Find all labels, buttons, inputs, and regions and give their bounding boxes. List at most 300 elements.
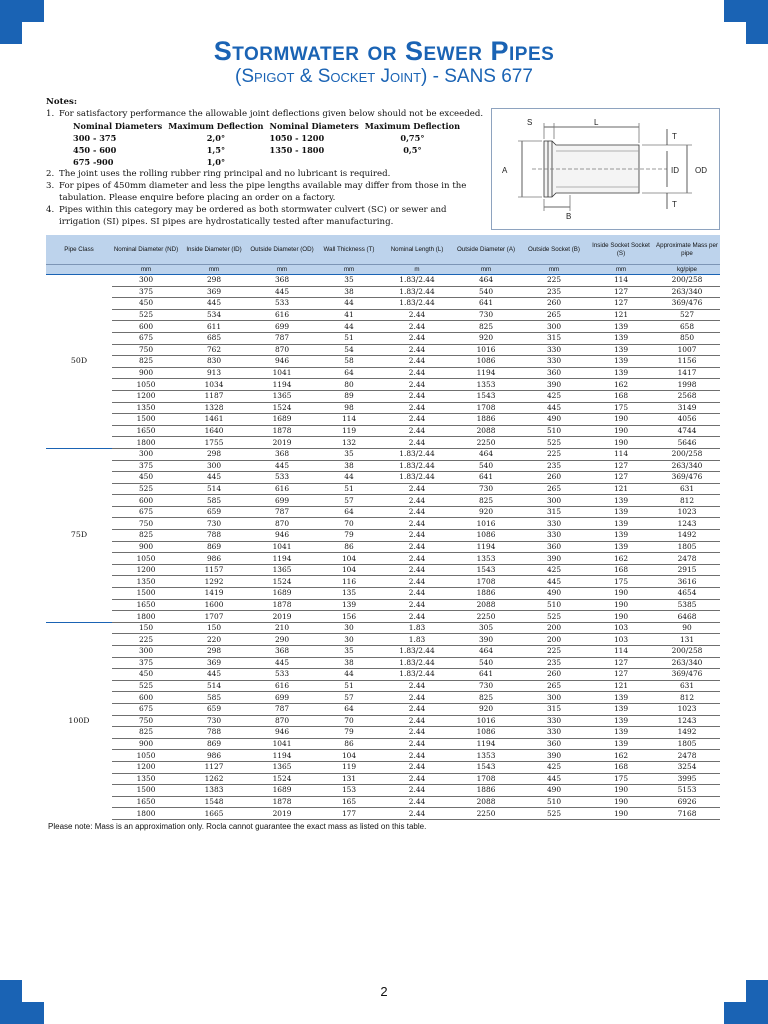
table-cell: 1041 [248, 541, 316, 553]
table-cell: 104 [316, 564, 382, 576]
table-cell: 445 [180, 669, 248, 681]
table-cell: 1016 [452, 344, 520, 356]
table-row [46, 599, 720, 611]
header-mass: Approximate Mass per pipe [654, 235, 720, 265]
table-cell: 730 [180, 715, 248, 727]
table-cell: 1524 [248, 402, 316, 414]
pipe-joint-drawing [492, 109, 719, 229]
table-cell: 540 [452, 657, 520, 669]
table-cell: 850 [654, 332, 720, 344]
table-cell: 265 [520, 309, 588, 321]
table-cell: 162 [588, 379, 654, 391]
table-cell: 190 [588, 808, 654, 820]
table-cell: 510 [520, 599, 588, 611]
table-cell: 2.44 [382, 425, 452, 437]
table-row [46, 414, 720, 426]
deflection-table [73, 120, 466, 168]
unit-cell: mm [112, 265, 180, 275]
table-cell: 1878 [248, 599, 316, 611]
table-cell: 119 [316, 761, 382, 773]
table-cell: 153 [316, 785, 382, 797]
pipe-class-cell: 50D [46, 275, 112, 449]
table-cell: 1417 [654, 367, 720, 379]
table-cell: 116 [316, 576, 382, 588]
note-text: The joint uses the rolling rubber ring principal and no lubricant is required. [59, 169, 391, 179]
deflection-cell: 300 - 375 [73, 133, 117, 143]
table-cell: 168 [588, 761, 654, 773]
table-cell: 1050 [112, 553, 180, 565]
table-cell: 788 [180, 727, 248, 739]
table-cell: 150 [112, 622, 180, 634]
table-row [46, 750, 720, 762]
table-cell: 585 [180, 495, 248, 507]
notes-list [46, 108, 486, 228]
table-cell: 527 [654, 309, 720, 321]
table-cell: 1194 [248, 553, 316, 565]
deflection-cell [365, 156, 466, 168]
table-units-row [46, 265, 720, 275]
table-row [46, 541, 720, 553]
table-cell: 177 [316, 808, 382, 820]
table-cell: 2478 [654, 750, 720, 762]
table-cell: 540 [452, 286, 520, 298]
table-cell: 2.44 [382, 553, 452, 565]
table-cell: 30 [316, 622, 382, 634]
table-cell: 2.44 [382, 414, 452, 426]
table-cell: 168 [588, 564, 654, 576]
table-cell: 315 [520, 703, 588, 715]
table-cell: 1689 [248, 785, 316, 797]
table-cell: 2.44 [382, 367, 452, 379]
table-cell: 210 [248, 622, 316, 634]
deflection-cell: 1,5° [206, 145, 226, 155]
table-cell: 139 [588, 367, 654, 379]
table-row [46, 460, 720, 472]
table-cell: 139 [588, 495, 654, 507]
table-cell: 450 [112, 298, 180, 310]
table-cell: 2.44 [382, 402, 452, 414]
table-cell: 3149 [654, 402, 720, 414]
note-number: 2. [46, 169, 55, 179]
table-row [46, 692, 720, 704]
table-row [46, 761, 720, 773]
table-cell: 425 [520, 564, 588, 576]
note-number: 3. [46, 181, 55, 191]
table-cell: 360 [520, 541, 588, 553]
table-row [46, 390, 720, 402]
table-cell: 675 [112, 506, 180, 518]
table-cell: 86 [316, 541, 382, 553]
deflection-header: Nominal Diameters [73, 121, 163, 131]
label-t-bottom: T [672, 200, 677, 209]
table-cell: 1650 [112, 599, 180, 611]
table-cell: 1800 [112, 437, 180, 449]
table-cell: 1419 [180, 588, 248, 600]
table-cell: 2019 [248, 808, 316, 820]
table-cell: 2.44 [382, 808, 452, 820]
table-cell: 1805 [654, 738, 720, 750]
table-cell: 2.44 [382, 483, 452, 495]
table-row [46, 286, 720, 298]
table-cell: 1016 [452, 715, 520, 727]
table-cell: 369/476 [654, 472, 720, 484]
note-text: For satisfactory performance the allowable joint deflections given below should not be exceeded. [59, 109, 484, 119]
table-cell: 6926 [654, 796, 720, 808]
table-row [46, 483, 720, 495]
table-cell: 139 [588, 738, 654, 750]
table-row [46, 495, 720, 507]
table-cell: 1328 [180, 402, 248, 414]
table-cell: 1200 [112, 564, 180, 576]
table-cell: 675 [112, 703, 180, 715]
table-cell: 290 [248, 634, 316, 646]
footnote: Please note: Mass is an approximation only. Rocla cannot guarantee the exact mass as listed on this table. [48, 822, 427, 831]
table-cell: 641 [452, 669, 520, 681]
table-cell: 70 [316, 518, 382, 530]
table-cell: 51 [316, 332, 382, 344]
table-cell: 825 [112, 530, 180, 542]
table-cell: 2.44 [382, 309, 452, 321]
table-cell: 80 [316, 379, 382, 391]
table-cell: 1086 [452, 727, 520, 739]
note-text: Pipes within this category may be ordered as both stormwater culvert (SC) or sewer and irrigation (SI) pipes. SI pipes are hydrostatically tested after manufacturing. [59, 205, 447, 227]
table-cell: 750 [112, 518, 180, 530]
table-cell: 139 [588, 344, 654, 356]
table-cell: 127 [588, 460, 654, 472]
table-cell: 2.44 [382, 495, 452, 507]
unit-cell: mm [452, 265, 520, 275]
table-cell: 445 [520, 402, 588, 414]
table-cell: 1041 [248, 738, 316, 750]
label-od: OD [695, 166, 707, 175]
table-cell: 1243 [654, 518, 720, 530]
table-cell: 127 [588, 657, 654, 669]
table-cell: 425 [520, 761, 588, 773]
table-cell: 35 [316, 646, 382, 658]
table-cell: 360 [520, 367, 588, 379]
table-cell: 2250 [452, 808, 520, 820]
table-cell: 200/258 [654, 275, 720, 287]
table-cell: 869 [180, 541, 248, 553]
table-cell: 1.83/2.44 [382, 275, 452, 287]
table-cell: 44 [316, 298, 382, 310]
table-cell: 2.44 [382, 518, 452, 530]
table-cell: 1157 [180, 564, 248, 576]
table-cell: 540 [452, 460, 520, 472]
table-cell: 1187 [180, 390, 248, 402]
table-cell: 514 [180, 680, 248, 692]
header-nominal-length: Nominal Length (L) [382, 235, 452, 265]
deflection-header: Maximum Deflection [364, 121, 461, 131]
table-cell: 1600 [180, 599, 248, 611]
table-cell: 1492 [654, 727, 720, 739]
table-cell: 2088 [452, 425, 520, 437]
table-row [46, 564, 720, 576]
table-cell: 265 [520, 483, 588, 495]
table-cell: 200 [520, 634, 588, 646]
table-cell: 1350 [112, 402, 180, 414]
table-cell: 1461 [180, 414, 248, 426]
table-cell: 1353 [452, 750, 520, 762]
table-cell: 2.44 [382, 715, 452, 727]
table-cell: 79 [316, 530, 382, 542]
table-cell: 2250 [452, 437, 520, 449]
table-cell: 600 [112, 495, 180, 507]
table-cell: 1998 [654, 379, 720, 391]
table-cell: 1292 [180, 576, 248, 588]
table-cell: 175 [588, 576, 654, 588]
table-cell: 1708 [452, 576, 520, 588]
table-cell: 121 [588, 483, 654, 495]
table-cell: 675 [112, 332, 180, 344]
table-cell: 298 [180, 646, 248, 658]
table-cell: 1262 [180, 773, 248, 785]
table-cell: 2.44 [382, 530, 452, 542]
table-cell: 1050 [112, 379, 180, 391]
deflection-cell: 1050 - 1200 [269, 133, 325, 143]
unit-cell: mm [588, 265, 654, 275]
table-cell: 445 [180, 472, 248, 484]
header-nominal-diameter: Nominal Diameter (ND) [112, 235, 180, 265]
table-cell: 263/340 [654, 286, 720, 298]
table-cell: 35 [316, 448, 382, 460]
table-cell: 490 [520, 414, 588, 426]
table-cell: 445 [520, 576, 588, 588]
table-cell: 3616 [654, 576, 720, 588]
deflection-header: Nominal Diameters [269, 121, 359, 131]
table-cell: 1543 [452, 761, 520, 773]
table-cell: 225 [520, 448, 588, 460]
table-cell: 1.83/2.44 [382, 286, 452, 298]
table-cell: 825 [112, 727, 180, 739]
table-cell: 369 [180, 286, 248, 298]
table-row [46, 703, 720, 715]
table-cell: 2.44 [382, 785, 452, 797]
table-cell: 812 [654, 495, 720, 507]
table-cell: 1194 [452, 367, 520, 379]
table-cell: 464 [452, 646, 520, 658]
table-cell: 1805 [654, 541, 720, 553]
table-cell: 616 [248, 309, 316, 321]
table-cell: 464 [452, 275, 520, 287]
table-cell: 54 [316, 344, 382, 356]
table-row [46, 588, 720, 600]
table-cell: 1365 [248, 390, 316, 402]
page-number: 2 [380, 984, 388, 999]
table-cell: 2.44 [382, 727, 452, 739]
table-cell: 4654 [654, 588, 720, 600]
table-cell: 190 [588, 796, 654, 808]
table-cell: 946 [248, 727, 316, 739]
table-cell: 1755 [180, 437, 248, 449]
table-cell: 4744 [654, 425, 720, 437]
table-row [46, 332, 720, 344]
table-cell: 762 [180, 344, 248, 356]
table-cell: 1707 [180, 611, 248, 623]
label-a: A [502, 166, 508, 175]
table-cell: 1500 [112, 414, 180, 426]
table-cell: 1500 [112, 785, 180, 797]
table-cell: 139 [588, 506, 654, 518]
deflection-cell: 450 - 600 [73, 145, 117, 155]
table-cell: 390 [452, 634, 520, 646]
table-cell: 127 [588, 669, 654, 681]
note-item [46, 168, 486, 180]
table-cell: 315 [520, 506, 588, 518]
table-cell: 986 [180, 553, 248, 565]
table-cell: 1886 [452, 785, 520, 797]
header-outside-diameter-a: Outside Diameter (A) [452, 235, 520, 265]
table-cell: 1.83/2.44 [382, 298, 452, 310]
table-cell: 139 [588, 356, 654, 368]
table-cell: 2.44 [382, 599, 452, 611]
table-row [46, 356, 720, 368]
table-cell: 5385 [654, 599, 720, 611]
table-row [46, 518, 720, 530]
table-cell: 1548 [180, 796, 248, 808]
table-cell: 525 [520, 808, 588, 820]
table-header-row [46, 235, 720, 265]
table-cell: 525 [520, 611, 588, 623]
table-cell: 1543 [452, 390, 520, 402]
table-row [46, 808, 720, 820]
table-cell: 98 [316, 402, 382, 414]
label-id: ID [671, 166, 679, 175]
table-cell: 1016 [452, 518, 520, 530]
table-cell: 1650 [112, 425, 180, 437]
table-cell: 900 [112, 367, 180, 379]
table-cell: 585 [180, 692, 248, 704]
table-cell: 1194 [452, 738, 520, 750]
unit-cell: m [382, 265, 452, 275]
table-cell: 51 [316, 483, 382, 495]
table-cell: 1.83/2.44 [382, 472, 452, 484]
pipe-class-cell: 100D [46, 622, 112, 819]
pipe-table-wrapper [46, 235, 720, 820]
table-cell: 2019 [248, 611, 316, 623]
table-cell: 103 [588, 622, 654, 634]
table-cell: 1665 [180, 808, 248, 820]
table-cell: 190 [588, 425, 654, 437]
table-cell: 1023 [654, 506, 720, 518]
table-cell: 900 [112, 738, 180, 750]
table-cell: 57 [316, 692, 382, 704]
header-inside-socket: Inside Socket Socket (S) [588, 235, 654, 265]
table-cell: 64 [316, 703, 382, 715]
table-cell: 616 [248, 483, 316, 495]
table-cell: 611 [180, 321, 248, 333]
label-s: S [527, 118, 533, 127]
table-cell: 1640 [180, 425, 248, 437]
table-cell: 375 [112, 460, 180, 472]
table-cell: 300 [520, 692, 588, 704]
table-cell: 2088 [452, 796, 520, 808]
table-cell: 139 [588, 321, 654, 333]
table-cell: 300 [112, 275, 180, 287]
table-cell: 600 [112, 321, 180, 333]
table-row [46, 437, 720, 449]
table-cell: 139 [588, 518, 654, 530]
table-cell: 369/476 [654, 669, 720, 681]
table-cell: 132 [316, 437, 382, 449]
table-row [46, 379, 720, 391]
table-cell: 510 [520, 796, 588, 808]
table-row [46, 785, 720, 797]
table-cell: 1650 [112, 796, 180, 808]
table-cell: 1.83 [382, 622, 452, 634]
table-cell: 787 [248, 332, 316, 344]
table-cell: 920 [452, 332, 520, 344]
table-cell: 114 [588, 275, 654, 287]
table-cell: 659 [180, 506, 248, 518]
table-cell: 787 [248, 703, 316, 715]
deflection-cell: 675 -900 [73, 157, 114, 167]
table-cell: 2.44 [382, 344, 452, 356]
table-cell: 730 [452, 309, 520, 321]
table-cell: 1543 [452, 564, 520, 576]
table-cell: 58 [316, 356, 382, 368]
table-cell: 300 [112, 646, 180, 658]
table-cell: 1800 [112, 808, 180, 820]
table-row [46, 622, 720, 634]
table-cell: 920 [452, 506, 520, 518]
table-cell: 165 [316, 796, 382, 808]
table-cell: 300 [520, 321, 588, 333]
table-cell: 131 [316, 773, 382, 785]
table-cell: 533 [248, 669, 316, 681]
table-row [46, 506, 720, 518]
table-cell: 913 [180, 367, 248, 379]
unit-cell [46, 265, 112, 275]
table-cell: 86 [316, 738, 382, 750]
table-cell: 330 [520, 344, 588, 356]
table-cell: 368 [248, 646, 316, 658]
table-row [46, 448, 720, 460]
header-outside-socket: Outside Socket (B) [520, 235, 588, 265]
table-cell: 162 [588, 750, 654, 762]
table-cell: 390 [520, 553, 588, 565]
table-cell: 699 [248, 495, 316, 507]
table-cell: 70 [316, 715, 382, 727]
table-cell: 35 [316, 275, 382, 287]
table-cell: 235 [520, 460, 588, 472]
table-cell: 200/258 [654, 646, 720, 658]
table-cell: 2.44 [382, 541, 452, 553]
table-cell: 812 [654, 692, 720, 704]
table-row [46, 646, 720, 658]
table-cell: 685 [180, 332, 248, 344]
table-cell: 139 [588, 703, 654, 715]
table-cell: 1.83/2.44 [382, 646, 452, 658]
table-cell: 2.44 [382, 680, 452, 692]
table-cell: 90 [654, 622, 720, 634]
table-row [46, 553, 720, 565]
table-cell: 788 [180, 530, 248, 542]
table-cell: 2.44 [382, 332, 452, 344]
table-cell: 1194 [452, 541, 520, 553]
table-cell: 121 [588, 680, 654, 692]
table-cell: 156 [316, 611, 382, 623]
unit-cell: mm [248, 265, 316, 275]
table-cell: 360 [520, 738, 588, 750]
table-cell: 1243 [654, 715, 720, 727]
header-outside-diameter: Outside Diameter (OD) [248, 235, 316, 265]
page-title: Stormwater or Sewer Pipes [213, 36, 555, 66]
table-cell: 38 [316, 657, 382, 669]
table-cell: 533 [248, 298, 316, 310]
note-number: 4. [46, 205, 55, 215]
table-row [46, 402, 720, 414]
